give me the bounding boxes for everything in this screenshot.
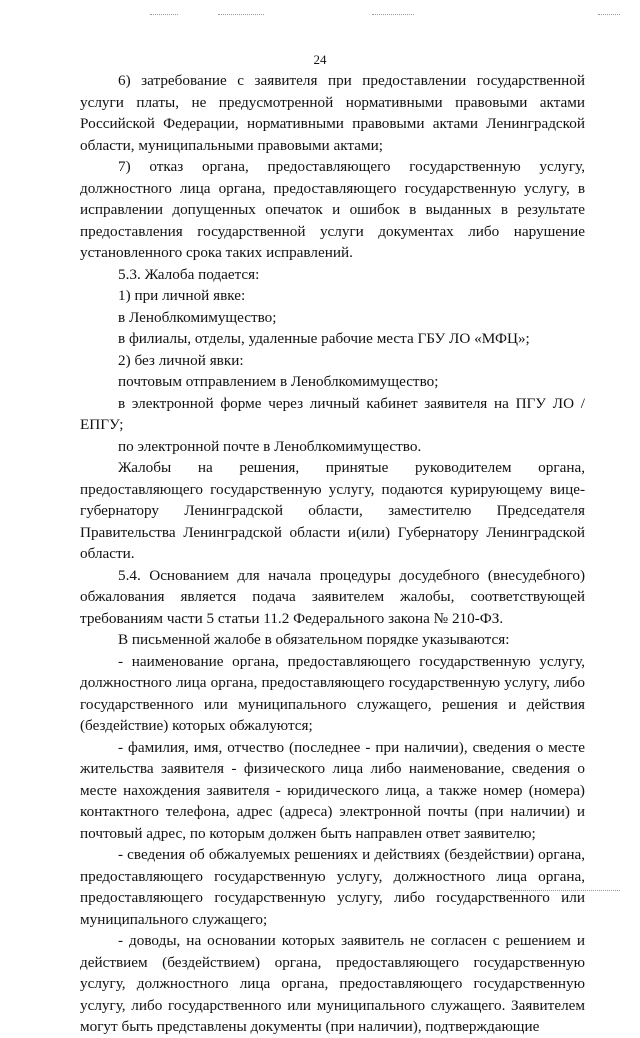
list-item-decisions: - сведения об обжалуемых решениях и действиях (бездействии) органа, предоставляющего государственную услугу, должностного лица органа, предоставляющего государственную услугу, либо государственного или муниципального служащего; bbox=[80, 846, 585, 928]
scan-artifact-top-left bbox=[150, 14, 178, 15]
document-body bbox=[80, 70, 585, 1038]
paragraph-item-6: 6) затребование с заявителя при предоставлении государственной услуги платы, не предусмотренной нормативными правовыми актами Российской Федерации, нормативными правовыми актами Ленинградской области, муниципальными правовыми актами; bbox=[80, 72, 585, 154]
list-item-email: по электронной почте в Леноблкомимущество. bbox=[118, 437, 422, 455]
paragraph-written-complaint: В письменной жалобе в обязательном порядке указываются: bbox=[118, 631, 510, 648]
paragraph-complaints-to-head: Жалобы на решения, принятые руководителем органа, предоставляющего государственную услугу, подаются курирующему вице-губернатору Ленинградской области, заместителю Председателя Правительства Ленинградской области и(или) Губернатору Ленинградской области. bbox=[80, 459, 585, 562]
list-item-applicant-details: - фамилия, имя, отчество (последнее - при наличии), сведения о месте жительства заявителя - физического лица либо наименование, сведения о месте нахождения заявителя - юридического лица, а также номер (номера) контактного телефона, адрес (адреса) электронной почты (при наличии) и почтовый адрес, по которым должен быть направлен ответ заявителю; bbox=[80, 738, 585, 842]
list-item-electronic-form: в электронной форме через личный кабинет заявителя на ПГУ ЛО /ЕПГУ; bbox=[80, 394, 585, 433]
page-number: 24 bbox=[313, 52, 327, 67]
paragraph-item-7: 7) отказ органа, предоставляющего государственную услугу, должностного лица органа, предоставляющего государственную услугу, в исправлении допущенных опечаток и ошибок в выданных в результате предоставления государственной услуги документах либо нарушение установленного срока таких исправлений. bbox=[80, 158, 585, 261]
list-item-remote: 2) без личной явки: bbox=[118, 351, 244, 369]
list-item-postal: почтовым отправлением в Леноблкомимущество; bbox=[118, 373, 439, 390]
scan-artifact-top-center-right bbox=[372, 14, 414, 15]
paragraph-5-3: 5.3. Жалоба подается: bbox=[118, 265, 260, 283]
scan-artifact-top-right bbox=[598, 14, 620, 15]
list-item-organ-name: - наименование органа, предоставляющего государственную услугу, должностного лица органа, предоставляющего государственную услугу, либо государственного или муниципального служащего, решения и действия (бездействие) которых обжалуются; bbox=[80, 652, 585, 734]
scan-artifact-top-center-left bbox=[218, 14, 264, 15]
list-item-lenoblkomimushchestvo: в Леноблкомимущество; bbox=[118, 308, 277, 326]
paragraph-5-4: 5.4. Основанием для начала процедуры досудебного (внесудебного) обжалования является подача заявителем жалобы, соответствующей требованиям части 5 статьи 11.2 Федерального закона № 210-ФЗ. bbox=[80, 566, 585, 627]
list-item-personal: 1) при личной явке: bbox=[118, 287, 246, 304]
list-item-arguments: - доводы, на основании которых заявитель не согласен с решением и действием (бездействием) органа, предоставляющего государственную услугу, должностного лица органа, предоставляющего государственную услугу, либо государственного или муниципального служащего. Заявителем могут быть представлены документы (при наличии), подтверждающие bbox=[80, 932, 585, 1035]
list-item-mfc: в филиалы, отделы, удаленные рабочие места ГБУ ЛО «МФЦ»; bbox=[118, 330, 530, 347]
